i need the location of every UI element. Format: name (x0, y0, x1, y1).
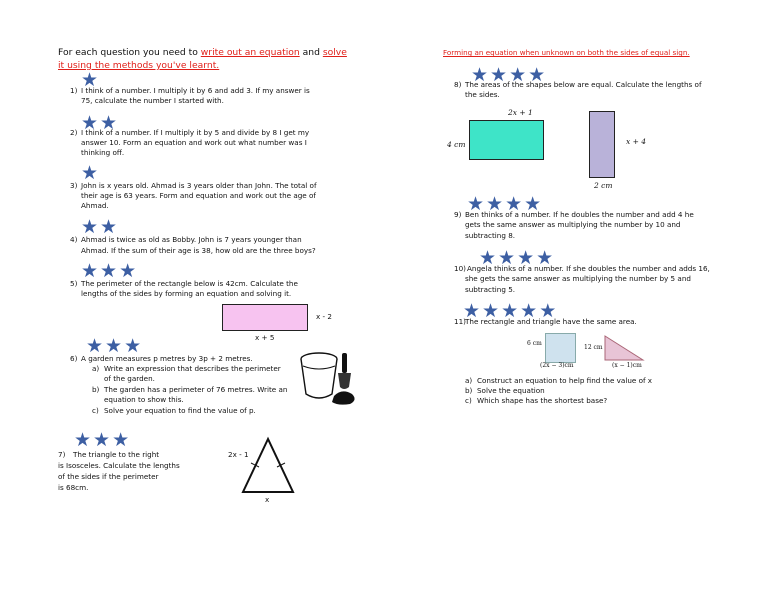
part-a (92, 364, 281, 375)
intro-text: For each question you need to (58, 47, 201, 58)
question-10 (454, 264, 710, 275)
teal-rectangle (469, 120, 544, 160)
part-b (92, 385, 287, 396)
part-b (465, 386, 545, 397)
star-icon: ★ (81, 112, 99, 134)
question-text: Ahmad. If the sum of their age is 38, how old are the three boys? (81, 246, 316, 255)
question-text: subtracting 8. (465, 231, 516, 240)
question-number: 6) (70, 354, 78, 363)
star-icon: ★ (517, 247, 535, 269)
lavender-rectangle (589, 111, 615, 178)
star-icon: ★ (112, 429, 130, 451)
question-text: A garden measures p metres by 3p + 2 metres. (81, 354, 253, 363)
part-label: b) (465, 386, 473, 395)
isosceles-triangle-diagram (238, 436, 298, 496)
part-text: Write an expression that describes the perimeter (104, 364, 281, 373)
rectangle-diagram (222, 304, 308, 331)
question-text: gets the same answer as multiplying the number by 10 and (465, 220, 681, 229)
question-number: 5) (70, 279, 78, 288)
blue-rectangle (545, 333, 576, 363)
star-icon: ★ (119, 260, 137, 282)
question-2 (70, 128, 309, 139)
part-text: Solve the equation (477, 386, 545, 395)
star-icon: ★ (81, 260, 99, 282)
question-number: 1) (70, 86, 78, 95)
part-c (465, 396, 607, 407)
question-text: of the sides if the perimeter (58, 472, 159, 481)
question-text: is Isosceles. Calculate the lengths (58, 461, 180, 470)
intro-highlight-2: solve (322, 47, 347, 58)
question-8 (454, 80, 701, 91)
star-icon: ★ (528, 64, 546, 86)
part-label: b) (92, 385, 100, 394)
question-5 (70, 279, 298, 290)
part-label: a) (465, 376, 473, 385)
teal-rect-left-label: 4 cm (447, 140, 466, 149)
question-7 (58, 450, 159, 461)
triangle-side-label: 12 cm (584, 344, 603, 351)
question-text: lengths of the sides by forming an equation and solving it. (81, 289, 292, 298)
question-text: subtracting 5. (465, 285, 516, 294)
star-icon: ★ (100, 112, 118, 134)
star-icon: ★ (501, 300, 519, 322)
intro-text-2: and (299, 47, 323, 58)
star-icon: ★ (74, 429, 92, 451)
right-triangle-diagram (603, 334, 645, 362)
question-text: thinking off. (81, 148, 125, 157)
part-text: Construct an equation to help find the value of x (477, 376, 653, 385)
question-text: is 68cm. (58, 483, 89, 492)
triangle-base-label: x (265, 495, 270, 504)
star-icon: ★ (486, 193, 504, 215)
question-1 (70, 86, 310, 97)
lavender-rect-right-label: x + 4 (626, 137, 647, 146)
part-text: equation to show this. (104, 395, 184, 404)
star-icon: ★ (505, 193, 523, 215)
square-side-label: 6 cm (527, 340, 542, 347)
star-icon: ★ (471, 64, 489, 86)
part-label: c) (92, 406, 99, 415)
right-title: Forming an equation when unknown on both the sides of equal sign. (443, 48, 690, 57)
part-text: Which shape has the shortest base? (477, 396, 608, 405)
question-3 (70, 181, 316, 192)
plant-pot-icon (298, 350, 360, 406)
star-icon: ★ (100, 216, 118, 238)
question-number: 4) (70, 235, 78, 244)
star-icon: ★ (463, 300, 481, 322)
part-text: Solve your equation to find the value of p. (104, 406, 256, 415)
lavender-rect-bottom-label: 2 cm (594, 181, 613, 190)
question-number: 3) (70, 181, 78, 190)
star-icon: ★ (509, 64, 527, 86)
question-text: she gets the same answer as multiplying the number by 5 and (465, 274, 691, 283)
rectangle-side-label: x - 2 (316, 312, 332, 321)
instructions-line-1 (58, 47, 347, 60)
star-icon: ★ (81, 162, 99, 184)
part-a (465, 376, 652, 387)
intro-highlight-1: write out an equation (200, 47, 300, 58)
triangle-side-label: 2x - 1 (228, 450, 249, 459)
star-icon: ★ (536, 247, 554, 269)
question-text: I think of a number. If I multiply it by 5 and divide by 8 I get my (81, 128, 310, 137)
part-label: c) (465, 396, 472, 405)
question-number: 10) (454, 264, 466, 273)
question-number: 8) (454, 80, 462, 89)
question-number: 7) (58, 450, 66, 459)
part-label: a) (92, 364, 100, 373)
question-number: 11) (454, 317, 466, 326)
question-text: John is x years old. Ahmad is 3 years older than John. The total of (81, 181, 317, 190)
question-text: The triangle to the right (73, 450, 160, 459)
question-text: 75, calculate the number I started with. (81, 96, 224, 105)
star-icon: ★ (490, 64, 508, 86)
star-icon: ★ (105, 335, 123, 357)
question-text: their age is 63 years. Form and equation and work out the age of (81, 191, 316, 200)
question-6 (70, 354, 253, 365)
star-icon: ★ (520, 300, 538, 322)
star-icon: ★ (124, 335, 142, 357)
difficulty-stars (74, 431, 129, 450)
question-text: The rectangle and triangle have the same area. (465, 317, 637, 326)
question-4 (70, 235, 302, 246)
question-text: The areas of the shapes below are equal. Calculate the lengths of (465, 80, 702, 89)
question-number: 2) (70, 128, 78, 137)
star-icon: ★ (467, 193, 485, 215)
teal-rect-top-label: 2x + 1 (508, 108, 533, 117)
part-c (92, 406, 256, 417)
star-icon: ★ (81, 216, 99, 238)
part-text: The garden has a perimeter of 76 metres. Write an (104, 385, 288, 394)
question-text: Angela thinks of a number. If she doubles the number and adds 16, (467, 264, 710, 273)
question-text: The perimeter of the rectangle below is 42cm. Calculate the (81, 279, 298, 288)
square-base-label: (2x − 3)cm (540, 362, 574, 369)
question-text: Ahmad. (81, 201, 109, 210)
question-text: I think of a number. I multiply it by 6 and add 3. If my answer is (81, 86, 310, 95)
star-icon: ★ (482, 300, 500, 322)
instructions-line-2: it using the methods you've learnt. (58, 60, 220, 71)
star-icon: ★ (539, 300, 557, 322)
triangle-base-label: (x − 1)cm (612, 362, 642, 369)
star-icon: ★ (93, 429, 111, 451)
star-icon: ★ (498, 247, 516, 269)
star-icon: ★ (86, 335, 104, 357)
star-icon: ★ (479, 247, 497, 269)
star-icon: ★ (81, 69, 99, 91)
question-text: answer 10. Form an equation and work out what number was I (81, 138, 307, 147)
part-text: of the garden. (104, 374, 155, 383)
star-icon: ★ (524, 193, 542, 215)
question-9 (454, 210, 694, 221)
rectangle-bottom-label: x + 5 (255, 333, 275, 342)
question-11 (454, 317, 637, 328)
star-icon: ★ (100, 260, 118, 282)
question-text: Ben thinks of a number. If he doubles the number and add 4 he (465, 210, 694, 219)
question-number: 9) (454, 210, 462, 219)
question-text: the sides. (465, 90, 500, 99)
question-text: Ahmad is twice as old as Bobby. John is 7 years younger than (81, 235, 302, 244)
